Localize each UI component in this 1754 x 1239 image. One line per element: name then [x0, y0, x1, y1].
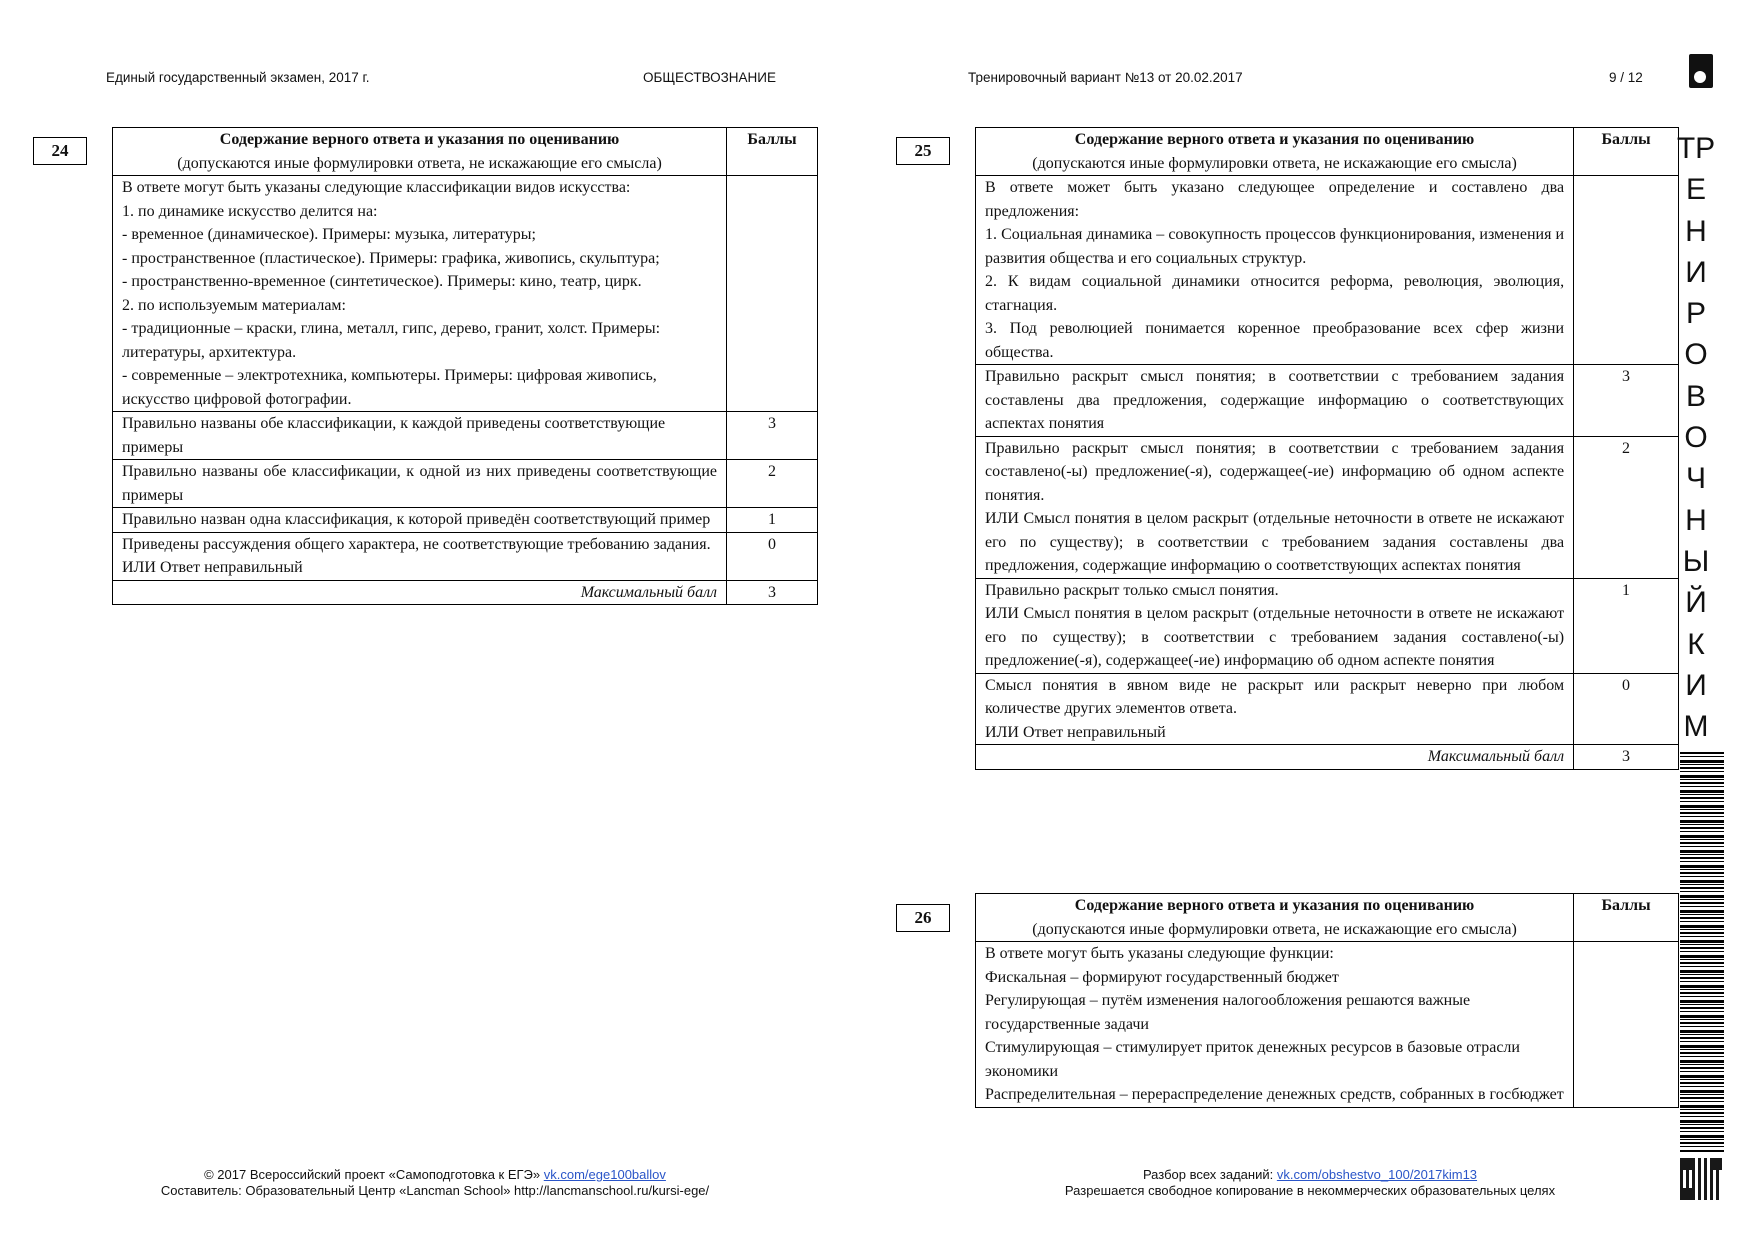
- max-row: [976, 745, 1679, 770]
- side-letter: М: [1683, 710, 1709, 744]
- content-line: Стимулирующая – стимулирует приток денежных ресурсов в базовые отрасли экономики: [985, 1039, 1520, 1080]
- criteria-text: Смысл понятия в явном виде не раскрыт или раскрыт неверно при любом количестве других элементов ответа.: [985, 676, 1565, 717]
- side-letter: О: [1684, 421, 1708, 455]
- side-letter: Ы: [1682, 544, 1710, 578]
- footer-copyright: Разрешается свободное копирование в некоммерческих образовательных целях: [1064, 1183, 1556, 1198]
- footer-right-link[interactable]: vk.com/obshestvo_100/2017kim13: [1276, 1167, 1478, 1182]
- content-line: 1. по динамике искусство делится на:: [122, 202, 378, 220]
- criteria-points: 1: [1574, 578, 1679, 673]
- criteria-row: [113, 412, 818, 460]
- answer-table-24: [112, 127, 818, 605]
- header-points: Баллы: [747, 131, 797, 148]
- content-line: - пространственное (пластическое). Примеры: графика, живопись, скульптура;: [122, 249, 660, 267]
- max-label: Максимальный балл: [976, 745, 1574, 770]
- footer-left: [110, 1167, 760, 1199]
- criteria-text: Правильно названы обе классификации, к каждой приведены соответствующие примеры: [113, 412, 727, 460]
- table-header: [113, 128, 818, 176]
- table-header: [976, 128, 1679, 176]
- side-letter: И: [1685, 668, 1707, 702]
- criteria-row: [976, 673, 1679, 745]
- criteria-text: Правильно назван одна классификация, к которой приведён соответствующий пример: [113, 508, 727, 533]
- exam-title: Единый государственный экзамен, 2017 г.: [106, 70, 370, 85]
- content-line: В ответе могут быть указаны следующие функции:: [985, 945, 1334, 962]
- content-line: В ответе могут быть указаны следующие классификации видов искусства:: [122, 179, 631, 196]
- content-line: 2. К видам социальной динамики относится реформа, революция, эволюция, стагнация.: [985, 273, 1565, 314]
- content-line: Распределительная – перераспределение денежных средств, собранных в госбюджет: [985, 1086, 1564, 1103]
- content-line: - современные – электротехника, компьютеры. Примеры: цифровая живопись, искусство цифровой фотографии.: [122, 367, 657, 408]
- footer-analysis: Разбор всех заданий:: [1142, 1167, 1274, 1182]
- criteria-text: Правильно раскрыт смысл понятия; в соответствии с требованием задания составлено(-ы) предложение(-я), содержащее(-ие) информацию об одном аспекте понятия.: [985, 439, 1565, 504]
- criteria-points: 2: [727, 460, 818, 508]
- footer-project: © 2017 Всероссийский проект «Самоподготовка к ЕГЭ»: [204, 1167, 541, 1182]
- header-title: Содержание верного ответа и указания по оцениванию: [1074, 131, 1475, 148]
- criteria-row: [113, 460, 818, 508]
- content-line: - пространственно-временное (синтетическое). Примеры: кино, театр, цирк.: [122, 273, 642, 290]
- criteria-text: Правильно раскрыт смысл понятия; в соответствии с требованием задания составлены два предложения, содержащие информацию о соответствующих аспектах понятия: [976, 365, 1574, 437]
- criteria-points: 3: [727, 412, 818, 460]
- corner-marker-icon: [1689, 54, 1713, 88]
- footer-author: Составитель: Образовательный Центр «Lancman School» http://lancmanschool.ru/kursi-ege/: [160, 1183, 710, 1198]
- criteria-text-alt: ИЛИ Ответ неправильный: [985, 723, 1166, 741]
- variant-title: Тренировочный вариант №13 от 20.02.2017: [968, 70, 1243, 85]
- header-subtitle: (допускаются иные формулировки ответа, не искажающие его смысла): [1032, 154, 1517, 172]
- max-label: Максимальный балл: [113, 580, 727, 605]
- barcode-icon: [1680, 752, 1724, 1152]
- max-row: [113, 580, 818, 605]
- table-header: [976, 894, 1679, 942]
- subject-title: ОБЩЕСТВОЗНАНИЕ: [643, 70, 776, 85]
- content-line: 3. Под революцией понимается коренное преобразование всех сфер жизни общества.: [985, 320, 1565, 361]
- header-title: Содержание верного ответа и указания по оцениванию: [1074, 897, 1475, 914]
- content-line: - временное (динамическое). Примеры: музыка, литературы;: [122, 226, 536, 243]
- side-letter: Ч: [1686, 462, 1706, 496]
- side-letter: Р: [1685, 297, 1706, 331]
- criteria-text: Правильно раскрыт только смысл понятия.: [985, 581, 1279, 599]
- qr-code-icon: [1680, 1158, 1722, 1200]
- answer-table-26: [975, 893, 1679, 1108]
- side-letter: Н: [1685, 503, 1707, 537]
- content-line: 2. по используемым материалам:: [122, 296, 346, 314]
- content-line: Регулирующая – путём изменения налогообложения решаются важные государственные задачи: [985, 992, 1471, 1033]
- header-points: Баллы: [1601, 131, 1651, 148]
- criteria-text: Приведены рассуждения общего характера, не соответствующие требованию задания.: [122, 535, 711, 553]
- side-letter: Н: [1685, 214, 1707, 248]
- criteria-text: Правильно названы обе классификации, к одной из них приведены соответствующие примеры: [113, 460, 727, 508]
- content-line: Фискальная – формируют государственный бюджет: [985, 968, 1339, 986]
- question-number-25: 25: [896, 137, 950, 165]
- content-row: [113, 176, 818, 412]
- criteria-points: 0: [1574, 673, 1679, 745]
- criteria-row: [976, 436, 1679, 578]
- criteria-text-alt: ИЛИ Ответ неправильный: [122, 559, 303, 576]
- side-letter: О: [1684, 338, 1708, 372]
- criteria-text-alt: ИЛИ Смысл понятия в целом раскрыт (отдельные неточности в ответе не искажают его по существу); в соответствии с требованием задания составлено(-ы) предложение(-я), содержащее(-ие) информацию об одном аспекте понятия: [985, 605, 1565, 669]
- answer-table-25: [975, 127, 1679, 770]
- side-label: [1676, 128, 1716, 747]
- header-subtitle: (допускаются иные формулировки ответа, не искажающие его смысла): [177, 154, 662, 172]
- content-line: 1. Социальная динамика – совокупность процессов функционирования, изменения и развития общества и его социальных структур.: [985, 226, 1565, 267]
- criteria-row: [113, 508, 818, 533]
- question-number-24: 24: [33, 137, 87, 165]
- question-number-26: 26: [896, 904, 950, 932]
- header-subtitle: (допускаются иные формулировки ответа, не искажающие его смысла): [1032, 920, 1517, 938]
- content-row: [976, 942, 1679, 1108]
- criteria-row: [976, 365, 1679, 437]
- side-letter: К: [1687, 627, 1705, 661]
- max-points: 3: [727, 580, 818, 605]
- page-number: 9 / 12: [1609, 70, 1643, 85]
- content-line: В ответе может быть указано следующее определение и составлено два предложения:: [985, 179, 1565, 220]
- max-points: 3: [1574, 745, 1679, 770]
- criteria-points: 3: [1574, 365, 1679, 437]
- footer-right: [1000, 1167, 1620, 1199]
- header-points: Баллы: [1601, 897, 1651, 914]
- side-letter: Е: [1685, 173, 1706, 207]
- header-title: Содержание верного ответа и указания по оцениванию: [219, 131, 620, 148]
- side-letter: И: [1685, 255, 1707, 289]
- content-line: - традиционные – краски, глина, металл, гипс, дерево, гранит, холст. Примеры: литературы, архитектура.: [122, 320, 661, 361]
- criteria-points: 2: [1574, 436, 1679, 578]
- criteria-points: 1: [727, 508, 818, 533]
- side-letter: В: [1685, 379, 1706, 413]
- criteria-points: 0: [727, 532, 818, 580]
- side-letter: Й: [1685, 586, 1707, 620]
- criteria-row: [113, 532, 818, 580]
- content-row: [976, 176, 1679, 365]
- footer-left-link[interactable]: vk.com/ege100ballov: [543, 1167, 666, 1182]
- criteria-row: [976, 578, 1679, 673]
- side-letter: ТР: [1676, 132, 1716, 165]
- criteria-text-alt: ИЛИ Смысл понятия в целом раскрыт (отдельные неточности в ответе не искажают его по существу); в соответствии с требованием задания составлены два предложения, содержащие информацию о соответствующих аспектах понятия: [985, 510, 1565, 574]
